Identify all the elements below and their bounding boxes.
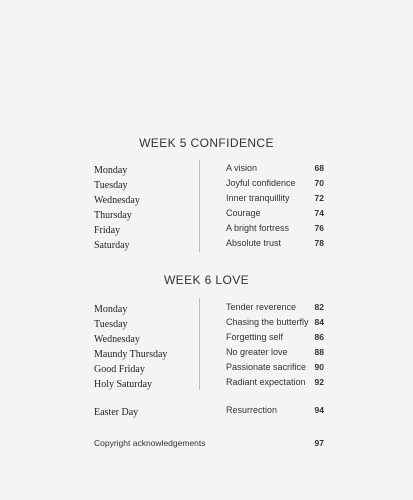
week5-title-thursday[interactable]: Courage bbox=[226, 208, 261, 218]
week6-heading: WEEK 6 LOVE bbox=[163, 273, 250, 287]
week6-day-good-friday: Good Friday bbox=[94, 364, 145, 375]
week6-page-good-friday: 90 bbox=[314, 362, 324, 372]
week5-day-saturday: Saturday bbox=[94, 240, 130, 251]
week5-page-monday: 68 bbox=[314, 163, 324, 173]
week6-day-monday: Monday bbox=[94, 304, 128, 315]
week6-title-holy-saturday[interactable]: Radiant expectation bbox=[226, 377, 306, 387]
week6-title-maundy-thursday[interactable]: No greater love bbox=[226, 347, 288, 357]
week5-title-saturday[interactable]: Absolute trust bbox=[226, 238, 282, 248]
week5-page-thursday: 74 bbox=[314, 208, 324, 218]
week6-page-monday: 82 bbox=[314, 302, 324, 312]
week5-page-tuesday: 70 bbox=[314, 178, 324, 188]
week5-title-tuesday[interactable]: Joyful confidence bbox=[226, 178, 296, 188]
week5-title-monday[interactable]: A vision bbox=[226, 163, 258, 173]
easter-title[interactable]: Resurrection bbox=[226, 405, 278, 415]
copyright-page: 97 bbox=[314, 438, 324, 448]
week5-page-friday: 76 bbox=[314, 223, 324, 233]
week6-day-tuesday: Tuesday bbox=[94, 319, 128, 330]
week5-day-monday: Monday bbox=[94, 165, 128, 176]
week6-title-good-friday[interactable]: Passionate sacrifice bbox=[226, 362, 307, 372]
week5-day-friday: Friday bbox=[94, 225, 121, 236]
week6-day-wednesday: Wednesday bbox=[94, 334, 140, 345]
week5-page-saturday: 78 bbox=[314, 238, 324, 248]
week5-heading: WEEK 5 CONFIDENCE bbox=[139, 136, 274, 150]
week5-title-friday[interactable]: A bright fortress bbox=[226, 223, 290, 233]
week5-day-tuesday: Tuesday bbox=[94, 180, 128, 191]
easter-day: Easter Day bbox=[94, 407, 139, 418]
week5-page-wednesday: 72 bbox=[314, 193, 324, 203]
week6-title-wednesday[interactable]: Forgetting self bbox=[226, 332, 284, 342]
week6-day-maundy-thursday: Maundy Thursday bbox=[94, 349, 168, 360]
easter-page: 94 bbox=[314, 405, 324, 415]
week6-day-holy-saturday: Holy Saturday bbox=[94, 379, 153, 390]
week5-divider bbox=[199, 160, 200, 252]
copyright-label[interactable]: Copyright acknowledgements bbox=[94, 438, 206, 448]
week6-title-tuesday[interactable]: Chasing the butterfly bbox=[226, 317, 309, 327]
week6-page-wednesday: 86 bbox=[314, 332, 324, 342]
week6-title-monday[interactable]: Tender reverence bbox=[226, 302, 297, 312]
week6-page-maundy-thursday: 88 bbox=[314, 347, 324, 357]
week5-title-wednesday[interactable]: Inner tranquillity bbox=[226, 193, 290, 203]
week5-day-wednesday: Wednesday bbox=[94, 195, 140, 206]
week6-page-tuesday: 84 bbox=[314, 317, 324, 327]
week6-divider bbox=[199, 298, 200, 390]
week5-day-thursday: Thursday bbox=[94, 210, 132, 221]
week6-page-holy-saturday: 92 bbox=[314, 377, 324, 387]
